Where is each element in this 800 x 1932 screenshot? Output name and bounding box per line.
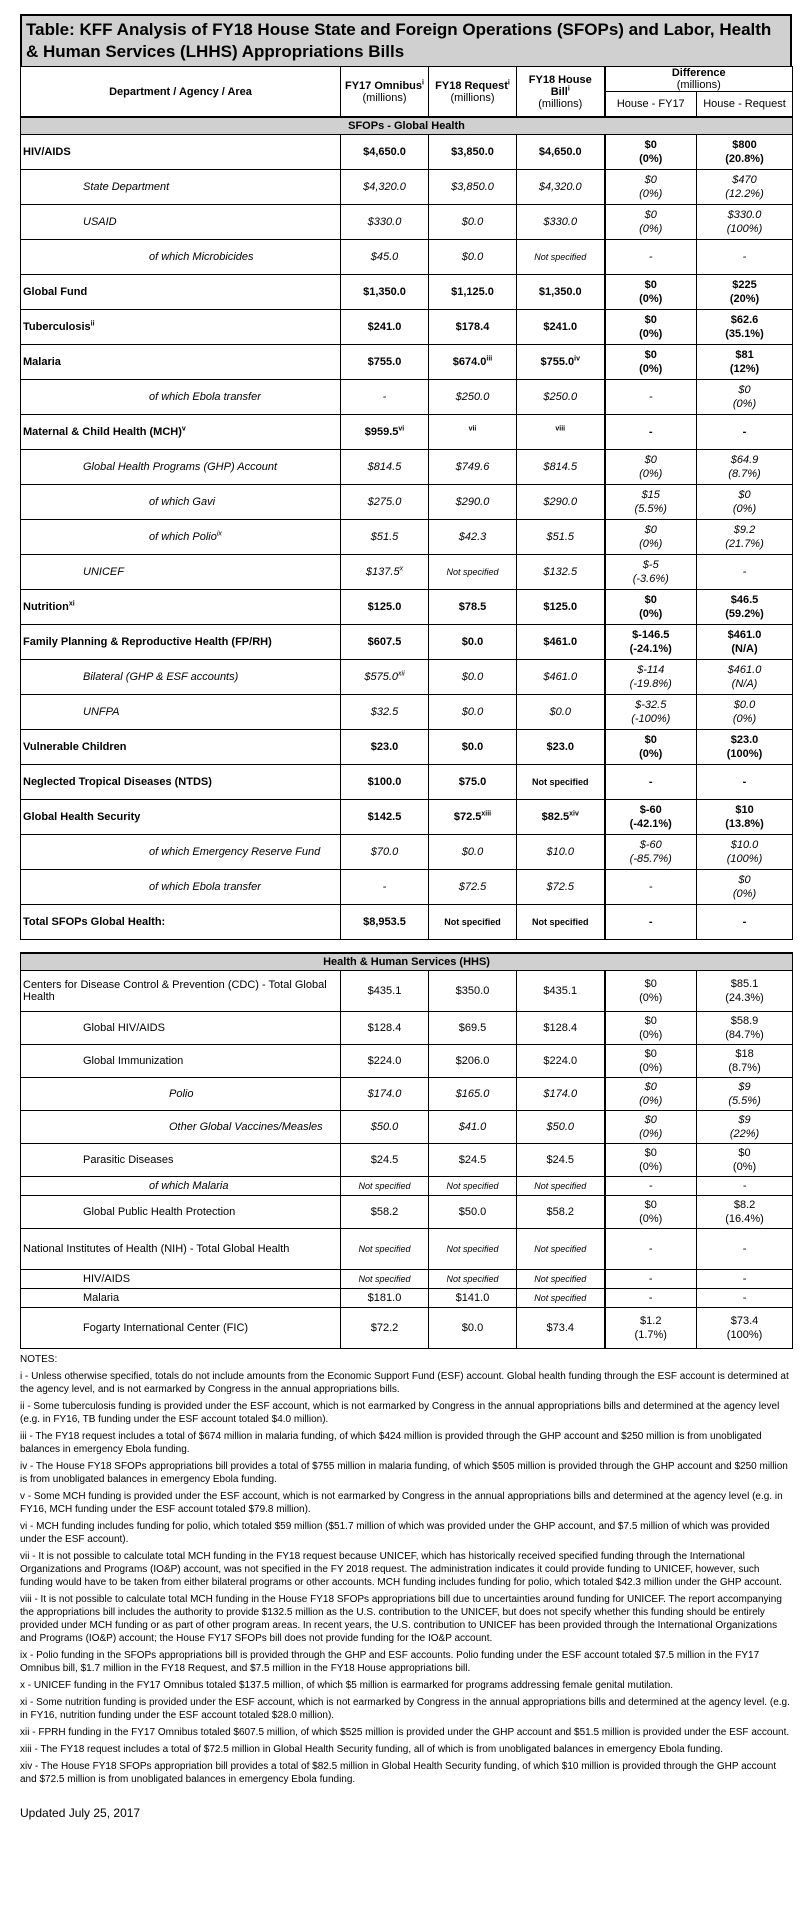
request-cell: $250.0 [429,380,517,415]
diff-house-fy17-cell: - [605,870,697,905]
house-cell: $10.0 [517,835,605,870]
fy17-cell: $607.5 [341,625,429,660]
request-cell: $749.6 [429,450,517,485]
row-label: Vulnerable Children [21,730,341,765]
house-cell: $72.5 [517,870,605,905]
fy17-cell: $330.0 [341,205,429,240]
request-cell: $3,850.0 [429,135,517,170]
header-department: Department / Agency / Area [21,67,341,118]
fy17-cell: $23.0 [341,730,429,765]
house-cell: Not specified [517,1289,605,1308]
request-cell: $0.0 [429,625,517,660]
request-cell: $0.0 [429,730,517,765]
house-cell: $290.0 [517,485,605,520]
notes [20,1353,792,1786]
house-cell: $4,320.0 [517,170,605,205]
request-cell: $69.5 [429,1012,517,1045]
row-label: National Institutes of Health (NIH) - Total Global Health [21,1229,341,1270]
fy17-cell: $45.0 [341,240,429,275]
house-cell: Not specified [517,1229,605,1270]
request-cell: $78.5 [429,590,517,625]
house-cell: Not specified [517,905,605,940]
diff-house-fy17-cell: $0 (0%) [605,205,697,240]
fy17-cell: $174.0 [341,1078,429,1111]
row-label: Other Global Vaccines/Measles [21,1111,341,1144]
house-cell: $1,350.0 [517,275,605,310]
fy17-cell: $755.0 [341,345,429,380]
table-row [21,520,793,555]
row-label: Family Planning & Reproductive Health (FP/RH) [21,625,341,660]
table-row [21,870,793,905]
diff-house-fy17-cell: - [605,1229,697,1270]
request-cell: $42.3 [429,520,517,555]
diff-house-request-cell: $73.4 (100%) [697,1308,793,1349]
fy17-cell: $4,320.0 [341,170,429,205]
diff-house-request-cell: - [697,240,793,275]
diff-house-fy17-cell: $0 (0%) [605,135,697,170]
table-row [21,240,793,275]
note-item: i - Unless otherwise specified, totals do not include amounts from the Economic Support Fund (ESF) account. Global health funding through the ESF account is determined at the agency level, and is not earmarked by Congress in the annual appropriations bills. [20,1371,789,1395]
diff-house-fy17-cell: $0 (0%) [605,971,697,1012]
diff-house-request-cell: - [697,1229,793,1270]
diff-house-request-cell: $0 (0%) [697,870,793,905]
note-item: xiii - The FY18 request includes a total of $72.5 million in Global Health Security funding, all of which is from unobligated balances in emergency Ebola funding. [20,1744,723,1755]
table-row [21,450,793,485]
fy17-cell: $51.5 [341,520,429,555]
diff-house-fy17-cell: - [605,380,697,415]
table-row [21,1229,793,1270]
request-cell: $3,850.0 [429,170,517,205]
row-label: Nutrition$^{xi}$ [21,590,341,625]
request-cell: $1,125.0 [429,275,517,310]
request-cell: $0.0 [429,205,517,240]
house-cell: $814.5 [517,450,605,485]
table-row [21,275,793,310]
fy17-cell: $72.2 [341,1308,429,1349]
house-cell: $461.0 [517,660,605,695]
diff-house-request-cell: $62.6 (35.1%) [697,310,793,345]
row-label: USAID [21,205,341,240]
diff-house-request-cell: $800 (20.8%) [697,135,793,170]
request-cell: $0.0 [429,695,517,730]
table-row [21,1196,793,1229]
house-cell: $241.0 [517,310,605,345]
table-row [21,1289,793,1308]
table-row [21,415,793,450]
note-item: viii - It is not possible to calculate total MCH funding in the House FY18 SFOPs appropriations bill due to uncertainties around funding for UNICEF. The report accompanying the appropriations bill includes the authority to provide $132.5 million as the U.S. contribution to the UNICEF, but does not specify whether this funding should be entirely provided under MCH funding or as part of other program areas. In recent years, the U.S. contribution to UNICEF has been provided through the International Organizations and Programs (IO&P) account; the House FY17 SFOPs bill does not provide funding for the IO&P account. [20,1594,782,1644]
diff-house-request-cell: $8.2 (16.4%) [697,1196,793,1229]
notes-heading: NOTES: [20,1354,58,1365]
diff-house-request-cell: $81 (12%) [697,345,793,380]
diff-house-request-cell: $461.0 (N/A) [697,625,793,660]
table-row [21,380,793,415]
house-cell: $224.0 [517,1045,605,1078]
table-row [21,485,793,520]
table-row [21,765,793,800]
diff-house-fy17-cell: $-32.5 (-100%) [605,695,697,730]
fy17-cell: $181.0 [341,1289,429,1308]
table-row [21,555,793,590]
row-label: Maternal & Child Health (MCH)$^v$ [21,415,341,450]
diff-house-fy17-cell: $-5 (-3.6%) [605,555,697,590]
row-label: HIV/AIDS [21,135,341,170]
section-hhs: Health & Human Services (HHS) [21,953,793,971]
header-house: FY18 House Bill$^i$ (millions) [517,67,605,118]
diff-house-fy17-cell: - [605,240,697,275]
diff-house-request-cell: $0 (0%) [697,380,793,415]
fy17-cell: $24.5 [341,1144,429,1177]
request-cell: $50.0 [429,1196,517,1229]
table-row [21,590,793,625]
row-label: Bilateral (GHP & ESF accounts) [21,660,341,695]
fy17-cell: $814.5 [341,450,429,485]
fy17-cell: - [341,380,429,415]
house-cell: $73.4 [517,1308,605,1349]
table-title: Table: KFF Analysis of FY18 House State and Foreign Operations (SFOPs) and Labor, Health & Human Services (LHHS) Appropriations Bills [20,14,792,66]
diff-house-request-cell: $0 (0%) [697,1144,793,1177]
row-label: Polio [21,1078,341,1111]
request-cell: $674.0$^{iii}$ [429,345,517,380]
fy17-cell: $275.0 [341,485,429,520]
diff-house-request-cell: $9.2 (21.7%) [697,520,793,555]
diff-house-fy17-cell: $0 (0%) [605,590,697,625]
row-label: Malaria [21,1289,341,1308]
row-label: of which Microbicides [21,240,341,275]
request-cell: $141.0 [429,1289,517,1308]
row-label: Global Immunization [21,1045,341,1078]
house-cell: $82.5$^{xiv}$ [517,800,605,835]
diff-house-request-cell: - [697,1270,793,1289]
request-cell: $0.0 [429,660,517,695]
house-cell: $23.0 [517,730,605,765]
diff-house-fy17-cell: $0 (0%) [605,1045,697,1078]
fy17-cell: $100.0 [341,765,429,800]
diff-house-request-cell: - [697,1289,793,1308]
table-row [21,971,793,1012]
fy17-cell: Not specified [341,1229,429,1270]
fy17-cell: $435.1 [341,971,429,1012]
request-cell: $0.0 [429,240,517,275]
diff-house-request-cell: $10 (13.8%) [697,800,793,835]
header-difference: Difference (millions) [605,67,793,92]
request-cell: $75.0 [429,765,517,800]
row-label: HIV/AIDS [21,1270,341,1289]
request-cell: vii [429,415,517,450]
diff-house-request-cell: $9 (5.5%) [697,1078,793,1111]
diff-house-fy17-cell: $-114 (-19.8%) [605,660,697,695]
table-row [21,1308,793,1349]
diff-house-request-cell: $225 (20%) [697,275,793,310]
fy17-cell: Not specified [341,1270,429,1289]
diff-house-fy17-cell: $0 (0%) [605,520,697,555]
diff-house-fy17-cell: - [605,765,697,800]
row-label: State Department [21,170,341,205]
house-cell: Not specified [517,1177,605,1196]
house-cell: $132.5 [517,555,605,590]
table-row [21,1078,793,1111]
table-row [21,135,793,170]
diff-house-fy17-cell: $0 (0%) [605,1144,697,1177]
diff-house-fy17-cell: $0 (0%) [605,1196,697,1229]
row-label: Global Health Security [21,800,341,835]
row-label: of which Gavi [21,485,341,520]
house-cell: $58.2 [517,1196,605,1229]
header-house-request: House - Request [697,92,793,118]
house-cell: $4,650.0 [517,135,605,170]
diff-house-fy17-cell: $1.2 (1.7%) [605,1308,697,1349]
diff-house-fy17-cell: $-146.5 (-24.1%) [605,625,697,660]
note-item: vi - MCH funding includes funding for polio, which totaled $59 million ($51.7 million of which was provided under the GHP account, and $7.5 million of which was provided under the ESF account). [20,1521,770,1545]
row-label: Fogarty International Center (FIC) [21,1308,341,1349]
note-item: ii - Some tuberculosis funding is provided under the ESF account, which is not earmarked by Congress in the annual appropriations bills and determined at the agency level (e.g. in FY16, TB funding under the ESF account totaled $4.0 million). [20,1401,780,1425]
row-label: Global Public Health Protection [21,1196,341,1229]
fy17-cell: $50.0 [341,1111,429,1144]
table-row [21,625,793,660]
row-label: of which Ebola transfer [21,380,341,415]
request-cell: Not specified [429,1177,517,1196]
diff-house-fy17-cell: $0 (0%) [605,450,697,485]
table-row [21,660,793,695]
fy17-cell: $1,350.0 [341,275,429,310]
request-cell: $206.0 [429,1045,517,1078]
header-fy17: FY17 Omnibus$^i$ (millions) [341,67,429,118]
diff-house-request-cell: $85.1 (24.3%) [697,971,793,1012]
diff-house-request-cell: - [697,765,793,800]
fy17-cell: Not specified [341,1177,429,1196]
house-cell: $128.4 [517,1012,605,1045]
request-cell: Not specified [429,1229,517,1270]
diff-house-fy17-cell: - [605,415,697,450]
fy17-cell: $224.0 [341,1045,429,1078]
row-label: of which Emergency Reserve Fund [21,835,341,870]
row-label: UNFPA [21,695,341,730]
house-cell: viii [517,415,605,450]
diff-house-fy17-cell: $0 (0%) [605,1111,697,1144]
row-label: Global Fund [21,275,341,310]
request-cell: Not specified [429,1270,517,1289]
diff-house-request-cell: $470 (12.2%) [697,170,793,205]
row-label: of which Malaria [21,1177,341,1196]
diff-house-fy17-cell: - [605,1289,697,1308]
note-item: x - UNICEF funding in the FY17 Omnibus totaled $137.5 million, of which $5 million is earmarked for programs addressing female genital mutilation. [20,1680,674,1691]
table-row [21,1144,793,1177]
diff-house-request-cell: $9 (22%) [697,1111,793,1144]
row-label: Centers for Disease Control & Prevention (CDC) - Total Global Health [21,971,341,1012]
report [20,14,792,1820]
diff-house-fy17-cell: $0 (0%) [605,310,697,345]
diff-house-request-cell: $330.0 (100%) [697,205,793,240]
table-row [21,1012,793,1045]
section-sfops: SFOPs - Global Health [21,117,793,135]
diff-house-fy17-cell: $0 (0%) [605,1078,697,1111]
row-label: Global HIV/AIDS [21,1012,341,1045]
fy17-cell: $241.0 [341,310,429,345]
request-cell: $178.4 [429,310,517,345]
row-label: Total SFOPs Global Health: [21,905,341,940]
house-cell: $330.0 [517,205,605,240]
diff-house-fy17-cell: $0 (0%) [605,275,697,310]
request-cell: $72.5 [429,870,517,905]
table-row [21,170,793,205]
updated-date: Updated July 25, 2017 [20,1806,141,1820]
diff-house-fy17-cell: $-60 (-42.1%) [605,800,697,835]
house-cell: $461.0 [517,625,605,660]
house-cell: Not specified [517,765,605,800]
diff-house-fy17-cell: $0 (0%) [605,170,697,205]
house-cell: $250.0 [517,380,605,415]
diff-house-request-cell: $18 (8.7%) [697,1045,793,1078]
diff-house-request-cell: $46.5 (59.2%) [697,590,793,625]
house-cell: Not specified [517,240,605,275]
request-cell: Not specified [429,555,517,590]
diff-house-fy17-cell: $0 (0%) [605,730,697,765]
diff-house-request-cell: - [697,905,793,940]
header-house-fy17: House - FY17 [605,92,697,118]
note-item: xii - FPRH funding in the FY17 Omnibus totaled $607.5 million, of which $525 million is provided under the GHP account and $51.5 million is provided under the ESF account. [20,1727,790,1738]
table-row [21,730,793,765]
house-cell: Not specified [517,1270,605,1289]
table-row [21,345,793,380]
fy17-cell: - [341,870,429,905]
fy17-cell: $142.5 [341,800,429,835]
diff-house-request-cell: $0.0 (0%) [697,695,793,730]
row-label: Parasitic Diseases [21,1144,341,1177]
house-cell: $50.0 [517,1111,605,1144]
diff-house-request-cell: - [697,555,793,590]
house-cell: $755.0$^{iv}$ [517,345,605,380]
diff-house-request-cell: - [697,1177,793,1196]
table-row [21,800,793,835]
fy17-cell: $137.5$^x$ [341,555,429,590]
diff-house-request-cell: $23.0 (100%) [697,730,793,765]
request-cell: $290.0 [429,485,517,520]
fy17-cell: $125.0 [341,590,429,625]
house-cell: $24.5 [517,1144,605,1177]
house-cell: $0.0 [517,695,605,730]
table-row [21,205,793,240]
row-label: of which Ebola transfer [21,870,341,905]
hhs-table [20,952,793,1349]
fy17-cell: $58.2 [341,1196,429,1229]
request-cell: $24.5 [429,1144,517,1177]
fy17-cell: $128.4 [341,1012,429,1045]
request-cell: $72.5$^{xiii}$ [429,800,517,835]
house-cell: $435.1 [517,971,605,1012]
table-row [21,1111,793,1144]
table-row [21,695,793,730]
note-item: xi - Some nutrition funding is provided under the ESF account, which is not earmarked by Congress in the annual appropriations bills and determined at the agency level. (e.g. in FY16, nutrition funding under the ESF account totaled $28.0 million). [20,1697,790,1721]
appropriations-table [20,66,793,940]
request-cell: Not specified [429,905,517,940]
row-label: Malaria [21,345,341,380]
table-row [21,835,793,870]
diff-house-request-cell: $64.9 (8.7%) [697,450,793,485]
row-label: Global Health Programs (GHP) Account [21,450,341,485]
fy17-cell: $32.5 [341,695,429,730]
table-row [21,310,793,345]
row-label: UNICEF [21,555,341,590]
request-cell: $350.0 [429,971,517,1012]
fy17-cell: $4,650.0 [341,135,429,170]
fy17-cell: $959.5$^{vi}$ [341,415,429,450]
note-item: iv - The House FY18 SFOPs appropriations bill provides a total of $755 million in malaria funding, of which $505 million is provided through the GHP account and $250 million is from unobligated balances in emergency Ebola funding. [20,1461,788,1485]
diff-house-fy17-cell: $15 (5.5%) [605,485,697,520]
house-cell: $51.5 [517,520,605,555]
house-cell: $125.0 [517,590,605,625]
note-item: xiv - The House FY18 SFOPs appropriation bill provides a total of $82.5 million in Global Health Security funding, of which $10 million is provided through the GHP account and $72.5 million is from unobligated balances in emergency Ebola funding. [20,1761,777,1785]
diff-house-fy17-cell: $0 (0%) [605,1012,697,1045]
fy17-cell: $575.0$^{xii}$ [341,660,429,695]
diff-house-fy17-cell: $-60 (-85.7%) [605,835,697,870]
diff-house-fy17-cell: - [605,1270,697,1289]
diff-house-request-cell: $58.9 (84.7%) [697,1012,793,1045]
diff-house-fy17-cell: $0 (0%) [605,345,697,380]
note-item: v - Some MCH funding is provided under the ESF account, which is not earmarked by Congress in the annual appropriations bills and determined at the agency level (e.g. in FY16, MCH funding under the ESF account totaled $79.8 million). [20,1491,783,1515]
diff-house-fy17-cell: - [605,905,697,940]
note-item: ix - Polio funding in the SFOPs appropriations bill is provided through the GHP and ESF accounts. Polio funding under the ESF account totaled $7.5 million in the FY17 Omnibus bill, $1.7 million in the FY18 Request, and $7.5 million in the FY18 House appropriations bill. [20,1650,760,1674]
table-row [21,905,793,940]
diff-house-request-cell: - [697,415,793,450]
row-label: Neglected Tropical Diseases (NTDS) [21,765,341,800]
row-label: of which Polio$^{ix}$ [21,520,341,555]
diff-house-request-cell: $10.0 (100%) [697,835,793,870]
row-label: Tuberculosis$^{ii}$ [21,310,341,345]
header-request: FY18 Request$^i$ (millions) [429,67,517,118]
request-cell: $165.0 [429,1078,517,1111]
note-item: iii - The FY18 request includes a total of $674 million in malaria funding, of which $424 million is provided through the GHP account and $250 million is from unobligated balances in emergency Ebola funding. [20,1431,762,1455]
fy17-cell: $70.0 [341,835,429,870]
house-cell: $174.0 [517,1078,605,1111]
table-row [21,1045,793,1078]
diff-house-request-cell: $461.0 (N/A) [697,660,793,695]
request-cell: $0.0 [429,1308,517,1349]
diff-house-fy17-cell: - [605,1177,697,1196]
note-item: vii - It is not possible to calculate total MCH funding in the FY18 request because UNICEF, which has historically received specified funding through the International Organizations and Programs (IO&P) account, was not specified in the FY 2018 request. The administration indicates it could provide funding to UNICEF, however, such funding would have to be taken from either bilateral programs or other accounts. MCH funding includes funding for polio, which totaled $42.3 million under the GHP account. [20,1551,782,1588]
table-row [21,1177,793,1196]
fy17-cell: $8,953.5 [341,905,429,940]
request-cell: $0.0 [429,835,517,870]
request-cell: $41.0 [429,1111,517,1144]
table-row [21,1270,793,1289]
diff-house-request-cell: $0 (0%) [697,485,793,520]
